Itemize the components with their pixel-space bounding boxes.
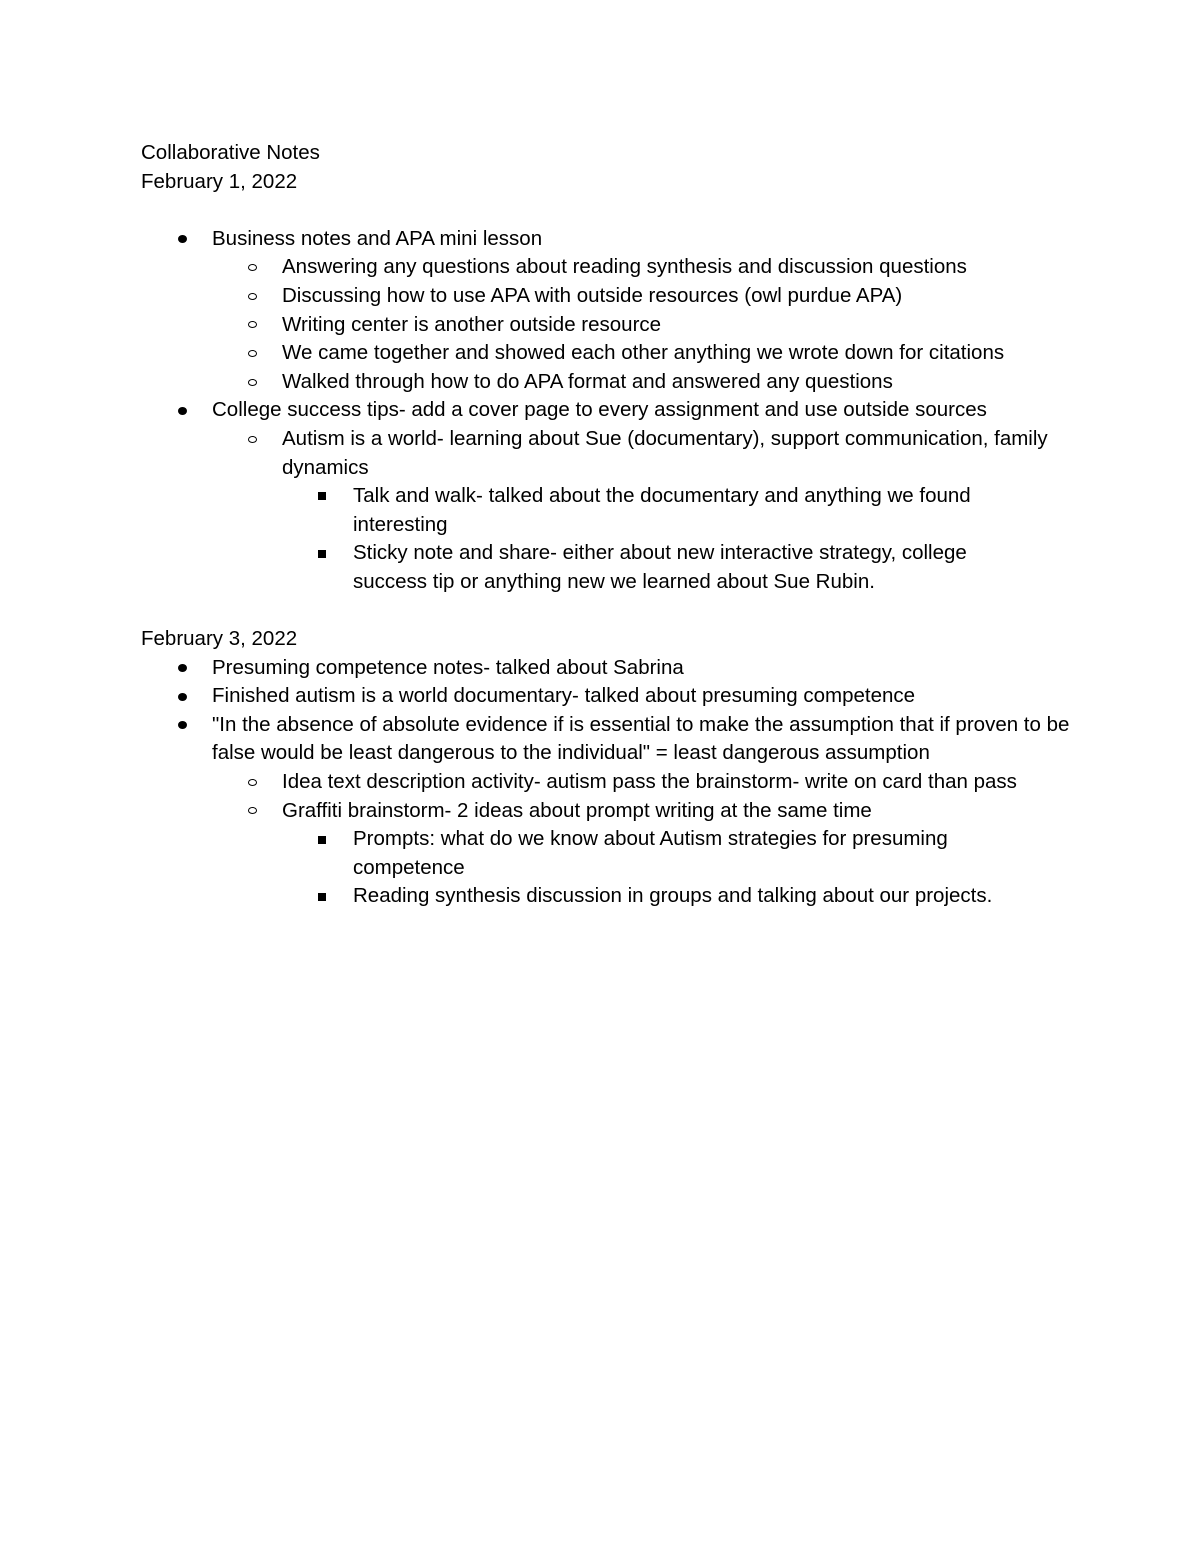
list-item: Presuming competence notes- talked about Sabrina [141, 654, 1101, 683]
blank-line [141, 196, 1101, 225]
list-item: Autism is a world- learning about Sue (documentary), support communication, family dynamics [141, 425, 1101, 482]
list-item: Prompts: what do we know about Autism strategies for presuming competence [141, 825, 1101, 882]
list-item: Business notes and APA mini lesson [141, 225, 1101, 254]
bullet-circle-icon [248, 282, 257, 311]
list-item: Walked through how to do APA format and answered any questions [141, 368, 1101, 397]
bullet-circle-icon [248, 425, 257, 454]
blank-line [141, 597, 1101, 626]
bullet-circle-icon [248, 768, 257, 797]
bullet-circle-icon [248, 339, 257, 368]
bullet-disc-icon [178, 682, 187, 711]
date-heading-1: February 1, 2022 [141, 169, 298, 193]
list-item: Finished autism is a world documentary- talked about presuming competence [141, 682, 1101, 711]
bullet-disc-icon [178, 711, 187, 740]
list-item: Sticky note and share- either about new interactive strategy, college success tip or anything new we learned about Sue Rubin. [141, 539, 1101, 596]
list-item: Writing center is another outside resource [141, 311, 1101, 340]
list-item: Graffiti brainstorm- 2 ideas about prompt writing at the same time [141, 797, 1101, 826]
bullet-square-icon [318, 539, 326, 568]
list-item: Reading synthesis discussion in groups and talking about our projects. [141, 882, 1101, 911]
date-heading-2: February 3, 2022 [141, 627, 298, 651]
list-item: Discussing how to use APA with outside resources (owl purdue APA) [141, 282, 1101, 311]
list-item: Talk and walk- talked about the documentary and anything we found interesting [141, 482, 1101, 539]
notes-list-feb-1 [141, 225, 1101, 597]
bullet-square-icon [318, 482, 326, 511]
document-page [141, 139, 1101, 911]
bullet-disc-icon [178, 654, 187, 683]
bullet-circle-icon [248, 368, 257, 397]
list-item: We came together and showed each other anything we wrote down for citations [141, 339, 1101, 368]
bullet-square-icon [318, 882, 326, 911]
bullet-square-icon [318, 825, 326, 854]
bullet-circle-icon [248, 797, 257, 826]
notes-list-feb-3 [141, 654, 1101, 911]
list-item: Idea text description activity- autism pass the brainstorm- write on card than pass [141, 768, 1101, 797]
bullet-disc-icon [178, 225, 187, 254]
bullet-circle-icon [248, 311, 257, 340]
document-title: Collaborative Notes [141, 141, 320, 164]
list-item: "In the absence of absolute evidence if is essential to make the assumption that if proven to be false would be least dangerous to the individual" = least dangerous assumption [141, 711, 1101, 768]
list-item: Answering any questions about reading synthesis and discussion questions [141, 253, 1101, 282]
bullet-disc-icon [178, 396, 187, 425]
bullet-circle-icon [248, 253, 257, 282]
list-item: College success tips- add a cover page to every assignment and use outside sources [141, 396, 1101, 425]
